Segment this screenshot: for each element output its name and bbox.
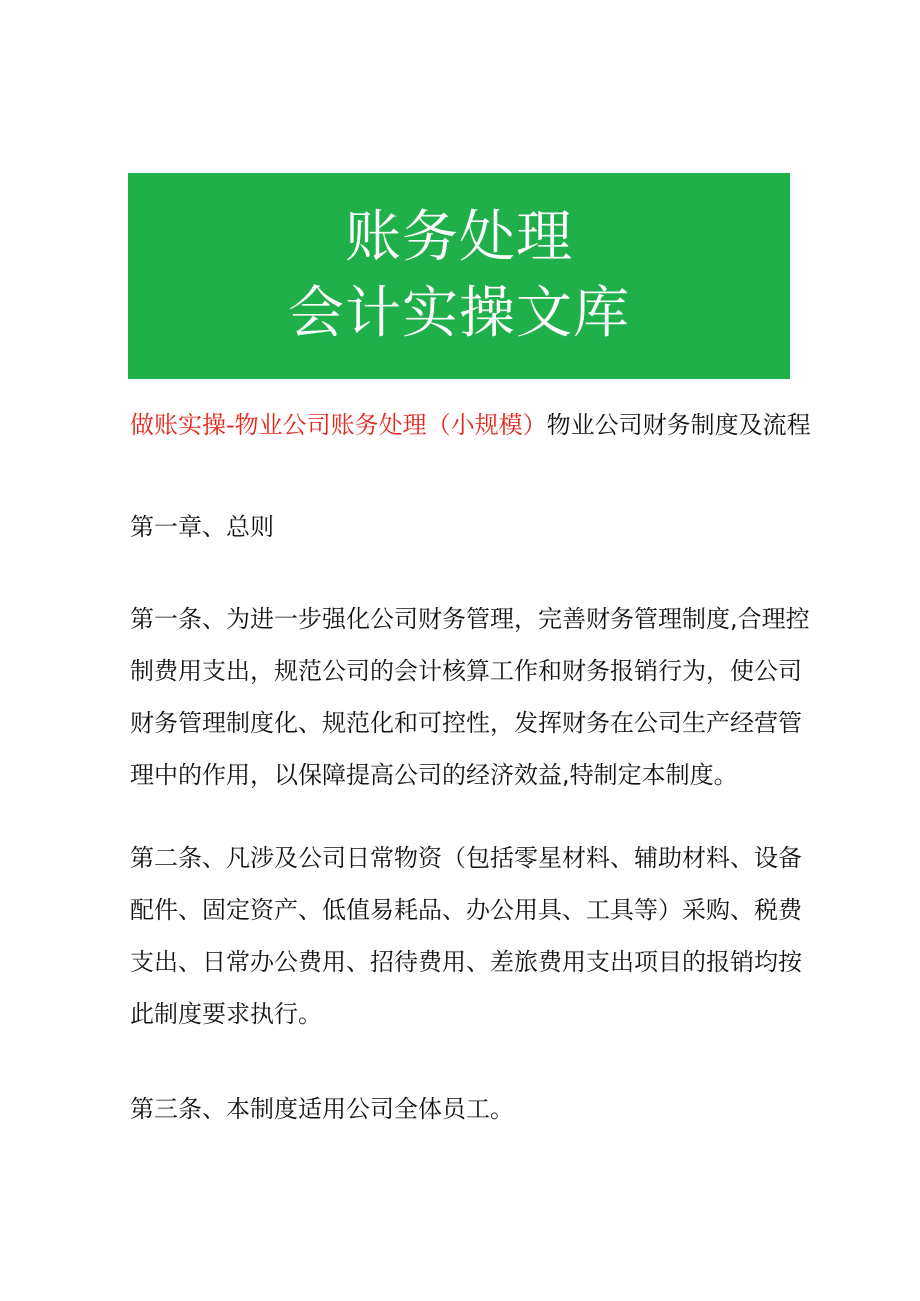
article-line: 此制度要求执行。 <box>130 1000 322 1028</box>
article-line: 财务管理制度化、规范化和可控性，发挥财务在公司生产经营管 <box>130 709 802 737</box>
article-line: 配件、固定资产、低值易耗品、办公用具、工具等）采购、税费 <box>130 896 802 924</box>
document-title-main: 物业公司财务制度及流程 <box>546 411 811 439</box>
article-2 <box>130 832 802 1040</box>
banner-title-line2: 会计实操文库 <box>288 281 630 346</box>
article-line: 第二条、凡涉及公司日常物资（包括零星材料、辅助材料、设备 <box>130 844 802 872</box>
chapter-heading: 第一章、总则 <box>130 513 274 541</box>
article-line: 理中的作用，以保障提高公司的经济效益,特制定本制度。 <box>130 761 738 789</box>
banner-title-line1: 账务处理 <box>345 205 573 270</box>
document-title-highlight: 做账实操-物业公司账务处理（小规模） <box>130 411 547 439</box>
document-title <box>130 405 811 445</box>
article-line: 制费用支出，规范公司的会计核算工作和财务报销行为，使公司 <box>130 657 802 685</box>
article-1 <box>130 593 810 801</box>
article-line: 支出、日常办公费用、招待费用、差旅费用支出项目的报销均按 <box>130 948 802 976</box>
article-line: 第三条、本制度适用公司全体员工。 <box>130 1095 514 1123</box>
header-banner <box>128 173 790 379</box>
article-line: 第一条、为进一步强化公司财务管理，完善财务管理制度,合理控 <box>130 605 810 633</box>
article-3 <box>130 1083 794 1135</box>
